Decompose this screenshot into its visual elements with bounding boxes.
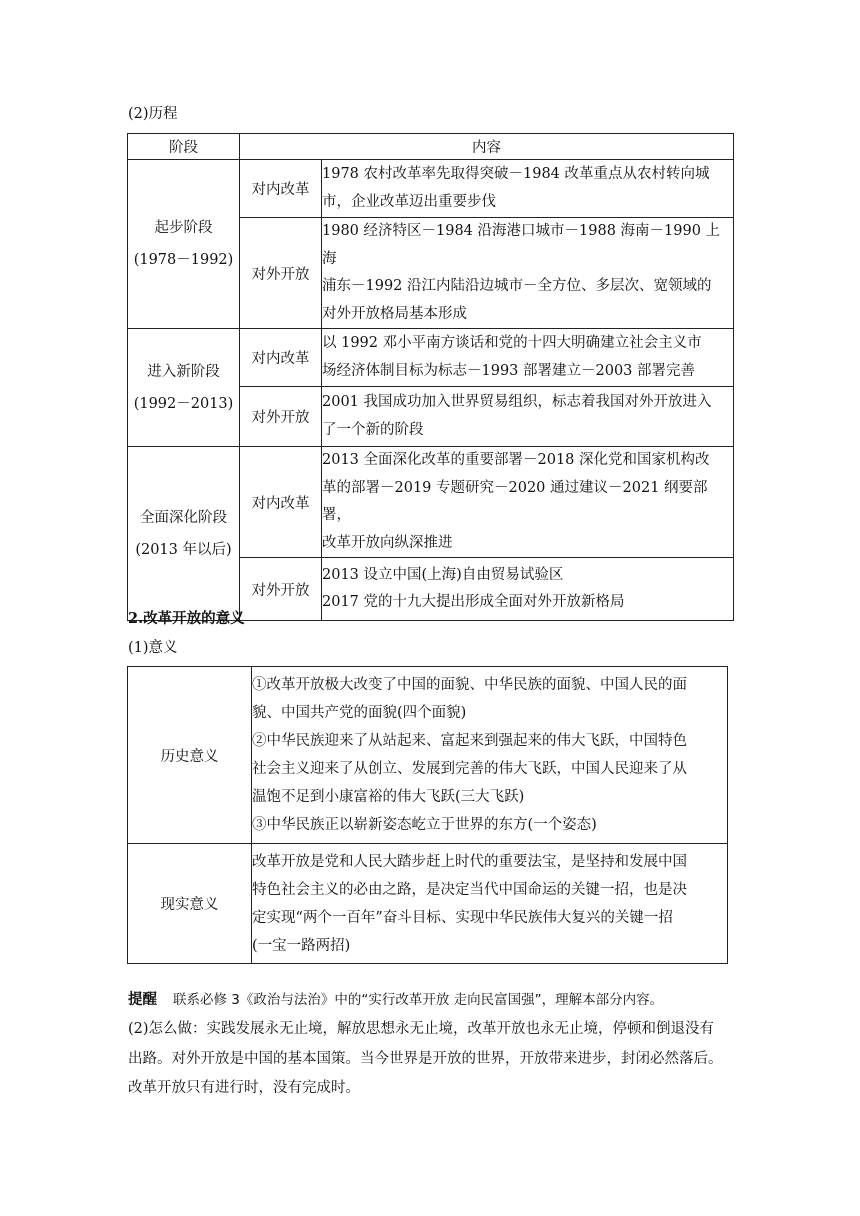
row-content bbox=[322, 329, 734, 387]
content-line: 2001 我国成功加入世界贸易组织，标志着我国对外开放进入 bbox=[322, 394, 712, 410]
how-line: 改革开放只有进行时，没有完成时。 bbox=[128, 1080, 360, 1096]
content-line: 1978 农村改革率先取得突破－1984 改革重点从农村转向城 bbox=[322, 166, 710, 182]
content-line: 1980 经济特区－1984 沿海港口城市－1988 海南－1990 上海 bbox=[322, 223, 721, 267]
content-line: 革的部署－2019 专题研究－2020 通过建议－2021 纲要部署， bbox=[322, 479, 708, 523]
row-content bbox=[322, 558, 734, 621]
table-row bbox=[128, 447, 734, 558]
row-type: 对内改革 bbox=[240, 447, 322, 558]
row-content bbox=[322, 160, 734, 218]
table-row bbox=[128, 329, 734, 387]
content-line: (一宝一路两招) bbox=[252, 937, 351, 954]
row-content bbox=[322, 387, 734, 447]
content-line: ①改革开放极大改变了中国的面貌、中华民族的面貌、中国人民的面 bbox=[252, 677, 687, 693]
table-row bbox=[128, 160, 734, 218]
header-content: 内容 bbox=[240, 134, 734, 160]
process-heading: (2)历程 bbox=[128, 106, 178, 122]
stage-cell bbox=[128, 160, 240, 329]
significance-label: 历史意义 bbox=[128, 667, 252, 844]
significance-label: 现实意义 bbox=[128, 844, 252, 964]
content-line: 改革开放是党和人民大踏步赶上时代的重要法宝，是坚持和发展中国 bbox=[252, 853, 687, 870]
table-row bbox=[128, 844, 728, 964]
row-type: 对外开放 bbox=[240, 218, 322, 329]
row-type: 对外开放 bbox=[240, 558, 322, 621]
header-stage: 阶段 bbox=[128, 134, 240, 160]
content-line: 2013 设立中国(上海)自由贸易试验区 bbox=[322, 566, 564, 583]
stage-period: (2013 年以后) bbox=[135, 541, 232, 558]
stage-name: 进入新阶段 bbox=[147, 363, 220, 380]
content-line: 温饱不足到小康富裕的伟大飞跃(三大飞跃) bbox=[252, 789, 525, 805]
content-line: 改革开放向纵深推进 bbox=[322, 534, 453, 551]
process-table-header bbox=[128, 134, 734, 160]
content-line: 浦东－1992 沿江内陆沿边城市－全方位、多层次、宽领域的 bbox=[322, 278, 712, 294]
significance-table bbox=[127, 666, 728, 964]
content-line: 社会主义迎来了从创立、发展到完善的伟大飞跃，中国人民迎来了从 bbox=[252, 761, 687, 777]
content-line: 定实现“两个一百年”奋斗目标、实现中华民族伟大复兴的关键一招 bbox=[252, 909, 673, 926]
content-line: 以 1992 邓小平南方谈话和党的十四大明确建立社会主义市 bbox=[322, 335, 702, 351]
stage-cell bbox=[128, 447, 240, 621]
how-line: (2)怎么做：实践发展永无止境，解放思想永无止境，改革开放也永无止境，停顿和倒退没有 bbox=[128, 1021, 715, 1037]
row-content bbox=[322, 218, 734, 329]
row-type: 对内改革 bbox=[240, 160, 322, 218]
stage-period: (1978－1992) bbox=[133, 252, 234, 268]
content-line: 对外开放格局基本形成 bbox=[322, 305, 467, 322]
content-line: 2013 全面深化改革的重要部署－2018 深化党和国家机构改 bbox=[322, 452, 710, 468]
process-table bbox=[127, 133, 734, 621]
row-content bbox=[322, 447, 734, 558]
tip-label: 提醒 bbox=[128, 992, 157, 1008]
tip-text: 联系必修 3《政治与法治》中的“实行改革开放 走向民富国强”，理解本部分内容。 bbox=[173, 992, 664, 1008]
significance-content bbox=[252, 844, 728, 964]
content-line: 市，企业改革迈出重要步伐 bbox=[322, 193, 496, 210]
significance-subheading: (1)意义 bbox=[128, 640, 178, 656]
stage-name: 起步阶段 bbox=[154, 220, 213, 236]
how-line: 出路。对外开放是中国的基本国策。当今世界是开放的世界，开放带来进步，封闭必然落后。 bbox=[128, 1051, 723, 1067]
stage-name: 全面深化阶段 bbox=[140, 509, 227, 526]
stage-period: (1992－2013) bbox=[133, 395, 234, 412]
table-row bbox=[128, 667, 728, 844]
significance-content bbox=[252, 667, 728, 844]
content-line: 2017 党的十九大提出形成全面对外开放新格局 bbox=[322, 594, 625, 610]
tip bbox=[128, 988, 663, 1012]
stage-cell bbox=[128, 329, 240, 447]
content-line: ②中华民族迎来了从站起来、富起来到强起来的伟大飞跃，中国特色 bbox=[252, 733, 687, 749]
content-line: 特色社会主义的必由之路，是决定当代中国命运的关键一招，也是决 bbox=[252, 881, 687, 898]
content-line: ③中华民族正以崭新姿态屹立于世界的东方(一个姿态) bbox=[252, 817, 597, 833]
content-line: 貌、中国共产党的面貌(四个面貌) bbox=[252, 705, 467, 721]
significance-heading: 2.改革开放的意义 bbox=[128, 610, 245, 627]
content-line: 场经济体制目标为标志－1993 部署建立－2003 部署完善 bbox=[322, 362, 696, 379]
content-line: 了一个新的阶段 bbox=[322, 421, 424, 438]
row-type: 对内改革 bbox=[240, 329, 322, 387]
row-type: 对外开放 bbox=[240, 387, 322, 447]
